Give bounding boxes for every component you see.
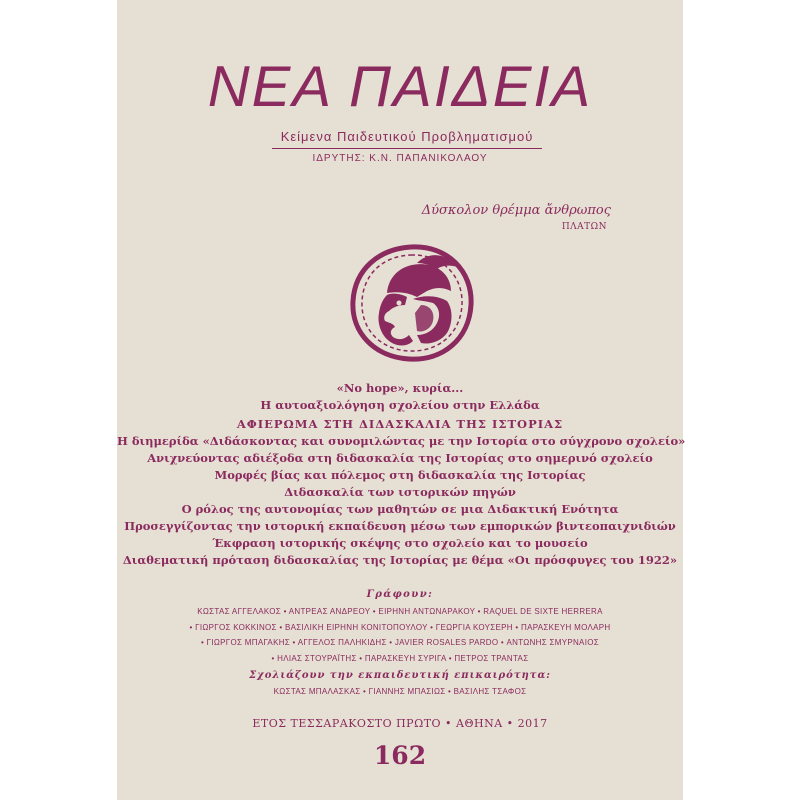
- contents-item: Προσεγγίζοντας την ιστορική εκπαίδευση μέσω των εμπορικών βιντεοπαιχνιδιών: [124, 519, 676, 533]
- contents-item: Η αυτοαξιολόγηση σχολείου στην Ελλάδα: [260, 398, 540, 412]
- contents-item: Ανιχνεύοντας αδιέξοδα στη διδασκαλία της Ιστορίας στο σημερινό σχολείο: [147, 451, 653, 465]
- section-title: ΑΦΙΕΡΩΜΑ ΣΤΗ ΔΙΔΑΣΚΑΛΙΑ ΤΗΣ ΙΣΤΟΡΙΑΣ: [236, 417, 564, 431]
- contents-item: Η διημερίδα «Διδάσκοντας και συνομιλώντας με την Ιστορία στο σύγχρονο σχολείο»: [117, 434, 686, 448]
- commentary-label: Σχολιάζουν την εκπαιδευτική επικαιρότητα:: [249, 670, 551, 681]
- contents-item: Μορφές βίας και πόλεμος στη διδασκαλία της Ιστορίας: [214, 468, 586, 482]
- contents-item: Ο ρόλος της αυτονομίας των μαθητών σε μια Διδακτική Ενότητα: [181, 502, 619, 516]
- magazine-subtitle: Κείμενα Παιδευτικού Προβληματισμού: [272, 128, 542, 149]
- founder-line: ΙΔΡΥΤΗΣ: Κ.Ν. ΠΑΠΑΝΙΚΟΛΑΟΥ: [312, 153, 488, 164]
- table-of-contents: [117, 380, 686, 569]
- issue-number: 162: [373, 741, 427, 770]
- authors-line: • ΓΙΩΡΓΟΣ ΚΟΚΚΙΝΟΣ • ΒΑΣΙΛΙΚΗ ΕΙΡΗΝΗ ΚΟΝΙΤΟΠΟΥΛΟΥ • ΓΕΩΡΓΙΑ ΚΟΥΣΕΡΗ • ΠΑΡΑΣΚΕΥΗ ΜΟΛΑΡΗ: [189, 622, 611, 632]
- contents-item: Έκφραση ιστορικής σκέψης στο σχολείο και το μουσείο: [212, 536, 588, 550]
- epigraph-author: ΠΛΑΤΩΝ: [561, 222, 607, 232]
- contents-item: «No hope», κυρία...: [336, 381, 464, 395]
- epigraph-quote: Δύσκολον θρέμμα ἄνθρωπος: [421, 203, 611, 218]
- authors-list: [117, 604, 683, 666]
- magazine-title: ΝΕΑ ΠΑΙΔΕΙΑ: [207, 54, 593, 119]
- contents-item: Διαθεματική πρόταση διδασκαλίας της Ιστορίας με θέμα «Οι πρόσφυγες του 1922»: [122, 553, 678, 567]
- contents-item: Διδασκαλία των ιστορικών πηγών: [284, 485, 516, 499]
- commentary-names: ΚΩΣΤΑΣ ΜΠΑΛΑΣΚΑΣ • ΓΙΑΝΝΗΣ ΜΠΑΣΙΩΣ • ΒΑΣΙΛΗΣ ΤΣΑΦΟΣ: [273, 687, 527, 696]
- authors-label: Γράφουν:: [366, 589, 434, 600]
- authors-line: • ΓΙΩΡΓΟΣ ΜΠΑΓΑΚΗΣ • ΑΓΓΕΛΟΣ ΠΑΛΗΚΙΔΗΣ • JAVIER ROSALES PARDO • ΑΝΤΩΝΗΣ ΣΜΥΡΝΑΙΟΣ: [201, 638, 599, 647]
- magazine-cover: [117, 0, 686, 800]
- authors-line: ΚΩΣΤΑΣ ΑΓΓΕΛΑΚΟΣ • ΑΝΤΡΕΑΣ ΑΝΔΡΕΟΥ • ΕΙΡΗΝΗ ΑΝΤΩΝΑΡΑΚΟΥ • RAQUEL DE SIXTE HERRERA: [197, 607, 603, 616]
- authors-line: • ΗΛΙΑΣ ΣΤΟΥΡΑΪΤΗΣ • ΠΑΡΑΣΚΕΥΗ ΣΥΡΙΓΑ • ΠΕΤΡΟΣ ΤΡΑΝΤΑΣ: [271, 653, 529, 663]
- athena-coin-emblem: [347, 243, 475, 363]
- year-line: ΕΤΟΣ ΤΕΣΣΑΡΑΚΟΣΤΟ ΠΡΩΤΟ • ΑΘΗΝΑ • 2017: [252, 717, 548, 730]
